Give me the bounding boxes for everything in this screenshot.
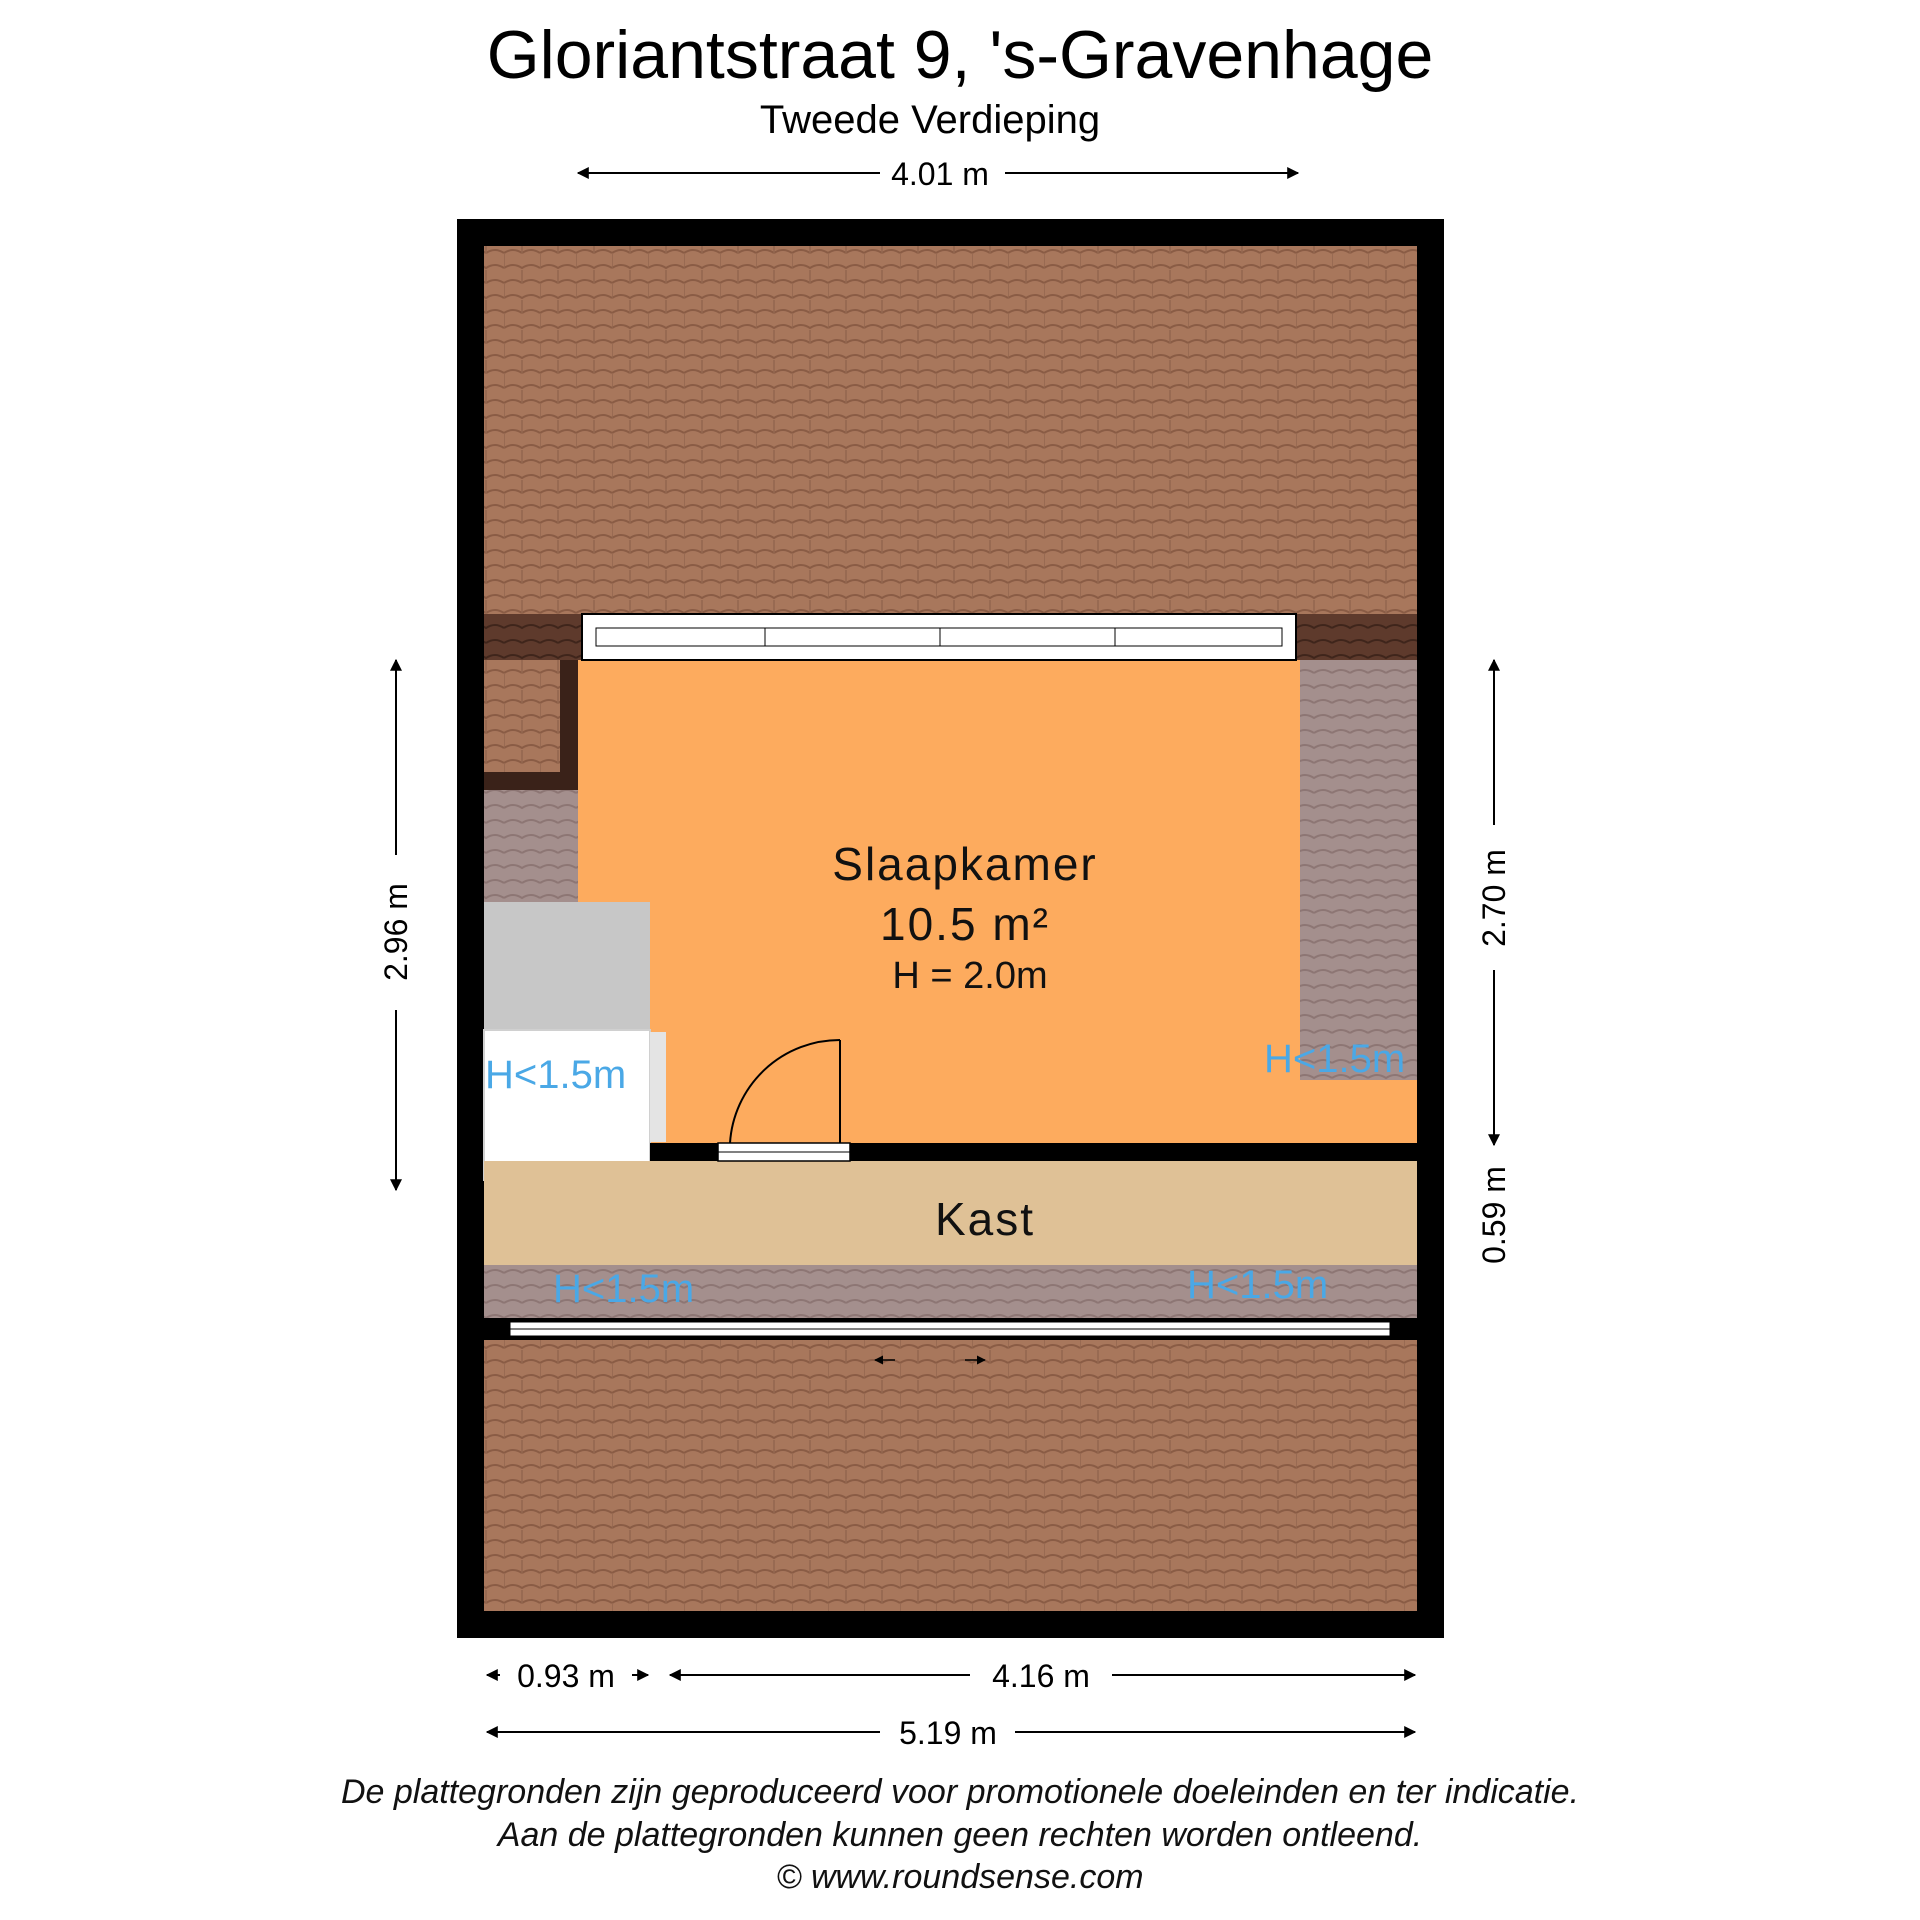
low-ceiling-label-left: H<1.5m — [485, 1053, 627, 1097]
bedroom-name: Slaapkamer — [832, 838, 1098, 890]
closet-name: Kast — [934, 1193, 1036, 1245]
page-title: Gloriantstraat 9, 's-Gravenhage — [486, 17, 1434, 93]
dimension-left — [378, 660, 414, 1190]
bedroom-area: 10.5 m² — [880, 898, 1050, 950]
dimension-right-upper-label: 2.70 m — [1476, 849, 1512, 947]
dimension-top — [578, 156, 1298, 192]
dimension-bottom-left — [487, 1658, 648, 1694]
closet-floor-left — [484, 1203, 668, 1265]
low-ceiling-label-bottom-left: H<1.5m — [553, 1267, 695, 1311]
bedroom-height: H = 2.0m — [892, 955, 1048, 997]
dimension-left-label: 2.96 m — [378, 883, 414, 981]
dormer-edge-left — [484, 614, 582, 660]
staircase-shade — [650, 1032, 666, 1142]
staircase — [484, 902, 650, 1030]
low-ceiling-right — [1300, 660, 1417, 1080]
low-ceiling-label-right: H<1.5m — [1264, 1037, 1406, 1081]
dormer-edge-right — [1296, 614, 1417, 660]
dimension-right-lower-label: 0.59 m — [1476, 1166, 1512, 1264]
dimension-bottom-right-label: 4.16 m — [992, 1658, 1090, 1694]
dimension-bottom-total-label: 5.19 m — [899, 1715, 997, 1751]
low-ceiling-label-bottom-right: H<1.5m — [1187, 1263, 1329, 1307]
copyright-link[interactable]: © www.roundsense.com — [776, 1858, 1144, 1896]
disclaimer-line-2: Aan de plattegronden kunnen geen rechten worden ontleend. — [497, 1816, 1423, 1854]
floor-subtitle: Tweede Verdieping — [759, 98, 1101, 142]
disclaimer-line-1: De plattegronden zijn geproduceerd voor promotionele doeleinden en ter indicatie. — [340, 1773, 1580, 1811]
dimension-top-label: 4.01 m — [891, 156, 989, 192]
bedroom-floor-right-strip — [1300, 1080, 1417, 1143]
left-roof-patch — [484, 660, 560, 772]
dimension-bottom-left-label: 0.93 m — [517, 1658, 615, 1694]
roof-top — [484, 246, 1417, 614]
roof-bottom — [484, 1340, 1417, 1611]
dimension-bottom-right — [670, 1658, 1415, 1694]
dormer-window — [582, 614, 1296, 660]
dimension-right-upper — [1476, 660, 1512, 1145]
dimension-bottom-total — [487, 1715, 1415, 1751]
